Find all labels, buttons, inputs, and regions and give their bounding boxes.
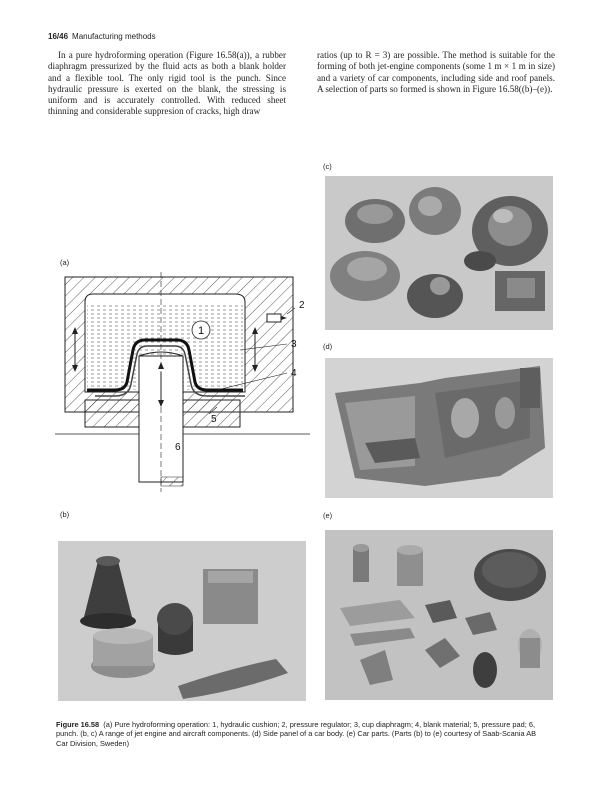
paragraph-right: ratios (up to R = 3) are possible. The method is suitable for the forming of both jet-engine components (some 1 m × 1 m in size) and a variety of car components, including side and roof panels. A selection of parts so formed is shown in Figure 16.58((b)–(e)). bbox=[317, 50, 555, 94]
pressure-regulator bbox=[267, 314, 281, 322]
panel-label-b: (b) bbox=[60, 510, 70, 519]
text-column-left bbox=[48, 50, 286, 118]
figure-caption-text: (a) Pure hydroforming operation: 1, hydraulic cushion; 2, pressure regulator; 3, cup diaphragm; 4, blank material; 5, pressure pad; 6, punch. (b, c) A range of jet engine and aircraft components. (d) Side panel of a car body. (e) Car parts. (Parts (b) to (e) courtesy of Saab-Scania AB Car Division, Sweden) bbox=[56, 720, 537, 748]
figure-label: Figure 16.58 bbox=[56, 720, 100, 729]
panel-label-e: (e) bbox=[323, 511, 333, 520]
label-punch: 6 bbox=[175, 442, 181, 453]
text-column-right bbox=[317, 50, 555, 95]
label-blank-material: 4 bbox=[291, 368, 297, 379]
header-title: Manufacturing methods bbox=[72, 32, 156, 41]
panel-label-d: (d) bbox=[323, 342, 333, 351]
label-pressure-regulator: 2 bbox=[299, 300, 305, 311]
panel-label-c: (c) bbox=[323, 162, 332, 171]
running-header bbox=[48, 32, 156, 41]
page-number: 16/46 bbox=[48, 32, 69, 41]
figure-caption bbox=[56, 720, 544, 748]
label-hydraulic-cushion: 1 bbox=[197, 325, 205, 337]
photo-b-jet-aircraft-components bbox=[58, 541, 306, 701]
paragraph-left: In a pure hydroforming operation (Figure 16.58(a)), a rubber diaphragm pressurized by the fluid acts as both a blank holder and a flexible tool. The only rigid tool is the punch. Since hydraulic pressure is exerted on the blank, the stressing is uniform and is accurately controlled. With reduced sheet thinning and considerable suppresion of cracks, high draw bbox=[48, 50, 286, 117]
photo-e-car-parts bbox=[325, 530, 553, 700]
hydroforming-diagram bbox=[55, 272, 315, 494]
panel-label-a: (a) bbox=[60, 258, 70, 267]
photo-c-jet-engine-components bbox=[325, 176, 553, 330]
label-cup-diaphragm: 3 bbox=[291, 339, 297, 350]
label-pressure-pad: 5 bbox=[211, 414, 217, 425]
photo-d-side-panel bbox=[325, 358, 553, 498]
pressure-pad-left bbox=[85, 400, 139, 427]
